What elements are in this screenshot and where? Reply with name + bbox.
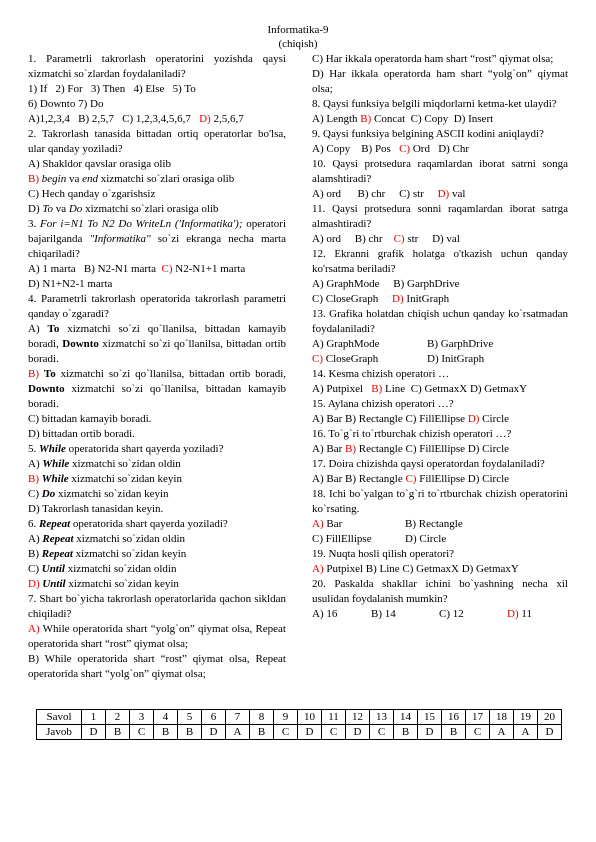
question-number: 9 xyxy=(274,710,298,725)
question-12: 12. Ekranni grafik holatga o'tkazish uchun qanday ko'rsatma beriladi? xyxy=(312,248,568,275)
answer-key: B xyxy=(178,725,202,740)
correct-answer-letter: B) xyxy=(345,443,356,455)
question-13: 13. Grafika holatdan chiqish uchun qanday ko`rsatmadan foydalaniladi? xyxy=(312,308,568,335)
question-10-options: A) ord B) chr C) str D) val xyxy=(312,188,466,200)
question-1: 1. Parametrli takrorlash operatorini yozishda qaysi xizmatchi so`zlardan foydalaniladi? xyxy=(28,53,286,80)
answer-key: B xyxy=(154,725,178,740)
correct-answer-letter: B) xyxy=(360,113,372,125)
question-6-option-c: C) Until xizmatchi so`zidan oldin xyxy=(28,563,177,575)
answer-key: D xyxy=(538,725,562,740)
answer-key: D xyxy=(298,725,322,740)
answer-key: A xyxy=(490,725,514,740)
question-20: 20. Paskalda shakllar ichini bo`yashning necha xil usulidan foydalanish mumkin? xyxy=(312,578,568,605)
question-7: 7. Shart bo`yicha takrorlash operatorlarida qachon sikldan chiqiladi? xyxy=(28,593,286,620)
left-column xyxy=(28,52,286,682)
answer-key: B xyxy=(106,725,130,740)
answer-key: C xyxy=(466,725,490,740)
question-2: 2. Takrorlash tanasida bittadan ortiq operatorlar bo'lsa, ular qanday yoziladi? xyxy=(28,128,286,155)
question-19: 19. Nuqta hosli qilish operatori? xyxy=(312,548,455,560)
question-7-option-b: B) While operatorida shart “rost” qiymat olsa, Repeat operatorida shart “yolg`on” qiymat olsa; xyxy=(28,653,286,680)
question-3-option-d: D) N1+N2-1 marta xyxy=(28,278,113,290)
correct-answer-letter: B) xyxy=(371,383,383,395)
question-4-option-d: D) bittadan ortib boradi. xyxy=(28,428,135,440)
question-number: 4 xyxy=(154,710,178,725)
question-number: 12 xyxy=(346,710,370,725)
question-1-list-2: 6) Downto 7) Do xyxy=(28,98,104,110)
question-14: 14. Kesma chizish operatori … xyxy=(312,368,450,380)
question-4: 4. Parametrli takrorlash operatorida takrorlash parametri qanday o`zgaradi? xyxy=(28,293,286,320)
answer-key: B xyxy=(442,725,466,740)
question-9-options: A) Copy B) Pos C) Ord D) Chr xyxy=(312,143,470,155)
question-6-option-d: D) Until xizmatchi so`zidan keyin xyxy=(28,578,179,590)
question-6-option-b: B) Repeat xizmatchi so`zidan keyin xyxy=(28,548,187,560)
question-number: 14 xyxy=(394,710,418,725)
answer-key: B xyxy=(394,725,418,740)
question-9: 9. Qaysi funksiya belgining ASCII kodini aniqlaydi? xyxy=(312,128,544,140)
question-number: 16 xyxy=(442,710,466,725)
answer-key-table xyxy=(36,709,562,740)
correct-answer-letter: B) xyxy=(28,368,39,380)
correct-answer-letter: C) xyxy=(393,233,405,245)
question-7-option-d: D) Har ikkala operatorda ham shart “yolg`on” qiymat olsa; xyxy=(312,68,568,95)
question-13-options-ab: A) GraphMode B) GarphDrive xyxy=(312,338,494,350)
question-1-list: 1) If 2) For 3) Then 4) Else 5) To xyxy=(28,83,196,95)
answer-key: A xyxy=(514,725,538,740)
question-3: 3. For i=N1 To N2 Do WriteLn ('Informatika'); operatori bajarilganda "Informatika" so`zi ekranga necha marta chiqariladi? xyxy=(28,218,286,260)
question-number: 7 xyxy=(226,710,250,725)
question-number: 19 xyxy=(514,710,538,725)
question-17: 17. Doira chizishda qaysi operatordan foydalaniladi? xyxy=(312,458,545,470)
question-19-options: A) Putpixel B) Line C) GetmaxX D) GetmaxY xyxy=(312,563,519,575)
question-number: 2 xyxy=(106,710,130,725)
correct-answer-letter: C) xyxy=(399,143,411,155)
answer-key: B xyxy=(250,725,274,740)
question-18: 18. Ichi bo`yalgan to`g`ri to`rtburchak chizish operatorini ko`rsating. xyxy=(312,488,568,515)
question-15-options: A) Bar B) Rectangle C) FillEllipse D) Circle xyxy=(312,413,510,425)
question-6-option-a: A) Repeat xizmatchi so`zidan oldin xyxy=(28,533,186,545)
question-11-options: A) ord B) chr C) str D) val xyxy=(312,233,460,245)
correct-answer-letter: C) xyxy=(161,263,173,275)
correct-answer-letter: B) xyxy=(28,173,39,185)
answer-key: C xyxy=(130,725,154,740)
question-8-options: A) Length B) Concat C) Copy D) Insert xyxy=(312,113,494,125)
question-5: 5. While operatorida shart qayerda yoziladi? xyxy=(28,443,224,455)
row-label: Javob xyxy=(37,725,82,740)
question-7-option-c: C) Har ikkala operatorda ham shart “rost” qiymat olsa; xyxy=(312,53,554,65)
question-number: 3 xyxy=(130,710,154,725)
correct-answer-letter: A) xyxy=(312,563,324,575)
question-number: 5 xyxy=(178,710,202,725)
question-17-options: A) Bar B) Rectangle C) FillEllipse D) Circle xyxy=(312,473,510,485)
question-number: 13 xyxy=(370,710,394,725)
correct-answer-letter: A) xyxy=(28,623,40,635)
correct-answer-letter: D) xyxy=(467,413,480,425)
question-12-options-cd: C) CloseGraph D) InitGraph xyxy=(312,293,450,305)
question-2-option-c: C) Hech qanday o`zgarishsiz xyxy=(28,188,156,200)
question-5-option-c: C) Do xizmatchi so`zidan keyin xyxy=(28,488,169,500)
question-number-row xyxy=(37,710,562,725)
question-4-option-c: C) bittadan kamayib boradi. xyxy=(28,413,152,425)
question-1-options: A)1,2,3,4 B) 2,5,7 C) 1,2,3,4,5,6,7 D) 2,5,6,7 xyxy=(28,113,244,125)
correct-answer-letter: C) xyxy=(312,353,323,365)
document-title: Informatika-9 xyxy=(267,24,329,36)
question-16: 16. To`g`ri to`rtburchak chizish operatori …? xyxy=(312,428,512,440)
answer-key: C xyxy=(274,725,298,740)
correct-answer-letter: D) xyxy=(437,188,450,200)
question-13-options-cd: C) CloseGraph D) InitGraph xyxy=(312,353,485,365)
answer-key: A xyxy=(226,725,250,740)
question-4-option-a: A) To xizmatchi so`zi qo`llanilsa, bittadan kamayib boradi, Downto xizmatchi so`zi qo`llanilsa, bittadan ortib boradi. xyxy=(28,323,287,365)
answer-key: D xyxy=(346,725,370,740)
question-15: 15. Aylana chizish operatori …? xyxy=(312,398,454,410)
document-subtitle: (chiqish) xyxy=(278,38,318,50)
correct-answer-letter: B) xyxy=(28,473,39,485)
answer-key: D xyxy=(202,725,226,740)
question-number: 17 xyxy=(466,710,490,725)
correct-answer-letter: D) xyxy=(199,113,211,125)
question-10: 10. Qaysi protsedura raqamlardan iborat satrni songa alamshtiradi? xyxy=(312,158,568,185)
answer-row xyxy=(37,725,562,740)
answer-key: C xyxy=(370,725,394,740)
question-12-options-ab: A) GraphMode B) GarphDrive xyxy=(312,278,460,290)
question-16-options: A) Bar B) Rectangle C) FillEllipse D) Circle xyxy=(312,443,510,455)
row-label: Savol xyxy=(37,710,82,725)
question-2-option-a: A) Shakldor qavslar orasiga olib xyxy=(28,158,171,170)
question-7-option-a: A) While operatorida shart “yolg`on” qiymat olsa, Repeat operatorida shart “rost” qiymat olsa; xyxy=(28,623,286,650)
question-number: 1 xyxy=(82,710,106,725)
question-3-options: A) 1 marta B) N2-N1 marta C) N2-N1+1 marta xyxy=(28,263,246,275)
correct-answer-letter: C) xyxy=(405,473,417,485)
question-20-options: A) 16 B) 14 C) 12 D) 11 xyxy=(312,608,532,620)
question-number: 15 xyxy=(418,710,442,725)
question-5-option-d: D) Takrorlash tanasidan keyin. xyxy=(28,503,164,515)
question-5-option-a: A) While xizmatchi so`zidan oldin xyxy=(28,458,181,470)
correct-answer-letter: D) xyxy=(392,293,404,305)
right-column xyxy=(312,52,568,622)
correct-answer-letter: D) xyxy=(507,608,519,620)
question-5-option-b: B) While xizmatchi so`zidan keyin xyxy=(28,473,182,485)
answer-key: C xyxy=(322,725,346,740)
question-8: 8. Qaysi funksiya belgili miqdorlarni ketma-ket ulaydi? xyxy=(312,98,557,110)
question-number: 6 xyxy=(202,710,226,725)
question-number: 11 xyxy=(322,710,346,725)
question-11: 11. Qaysi protsedura sonni raqamlardan iborat satrga almashtiradi? xyxy=(312,203,568,230)
question-4-option-b: B) To xizmatchi so`zi qo`llanilsa, bittadan ortib boradi, Downto xizmatchi so`zi qo`llanilsa, bittadan kamayib boradi. xyxy=(28,368,287,410)
question-6: 6. Repeat operatorida shart qayerda yoziladi? xyxy=(28,518,228,530)
question-18-options-cd: C) FillEllipse D) Circle xyxy=(312,533,447,545)
question-number: 8 xyxy=(250,710,274,725)
answer-key: D xyxy=(82,725,106,740)
correct-answer-letter: A) xyxy=(312,518,324,530)
question-number: 10 xyxy=(298,710,322,725)
question-number: 18 xyxy=(490,710,514,725)
question-number: 20 xyxy=(538,710,562,725)
question-2-option-d: D) To va Do xizmatchi so`zlari orasiga olib xyxy=(28,203,219,215)
question-14-options: A) Putpixel B) Line C) GetmaxX D) GetmaxY xyxy=(312,383,528,395)
question-18-options-ab: A) Bar B) Rectangle xyxy=(312,518,463,530)
correct-answer-letter: D) xyxy=(28,578,40,590)
answer-key: D xyxy=(418,725,442,740)
question-2-option-b: B) begin va end xizmatchi so`zlari orasiga olib xyxy=(28,173,235,185)
